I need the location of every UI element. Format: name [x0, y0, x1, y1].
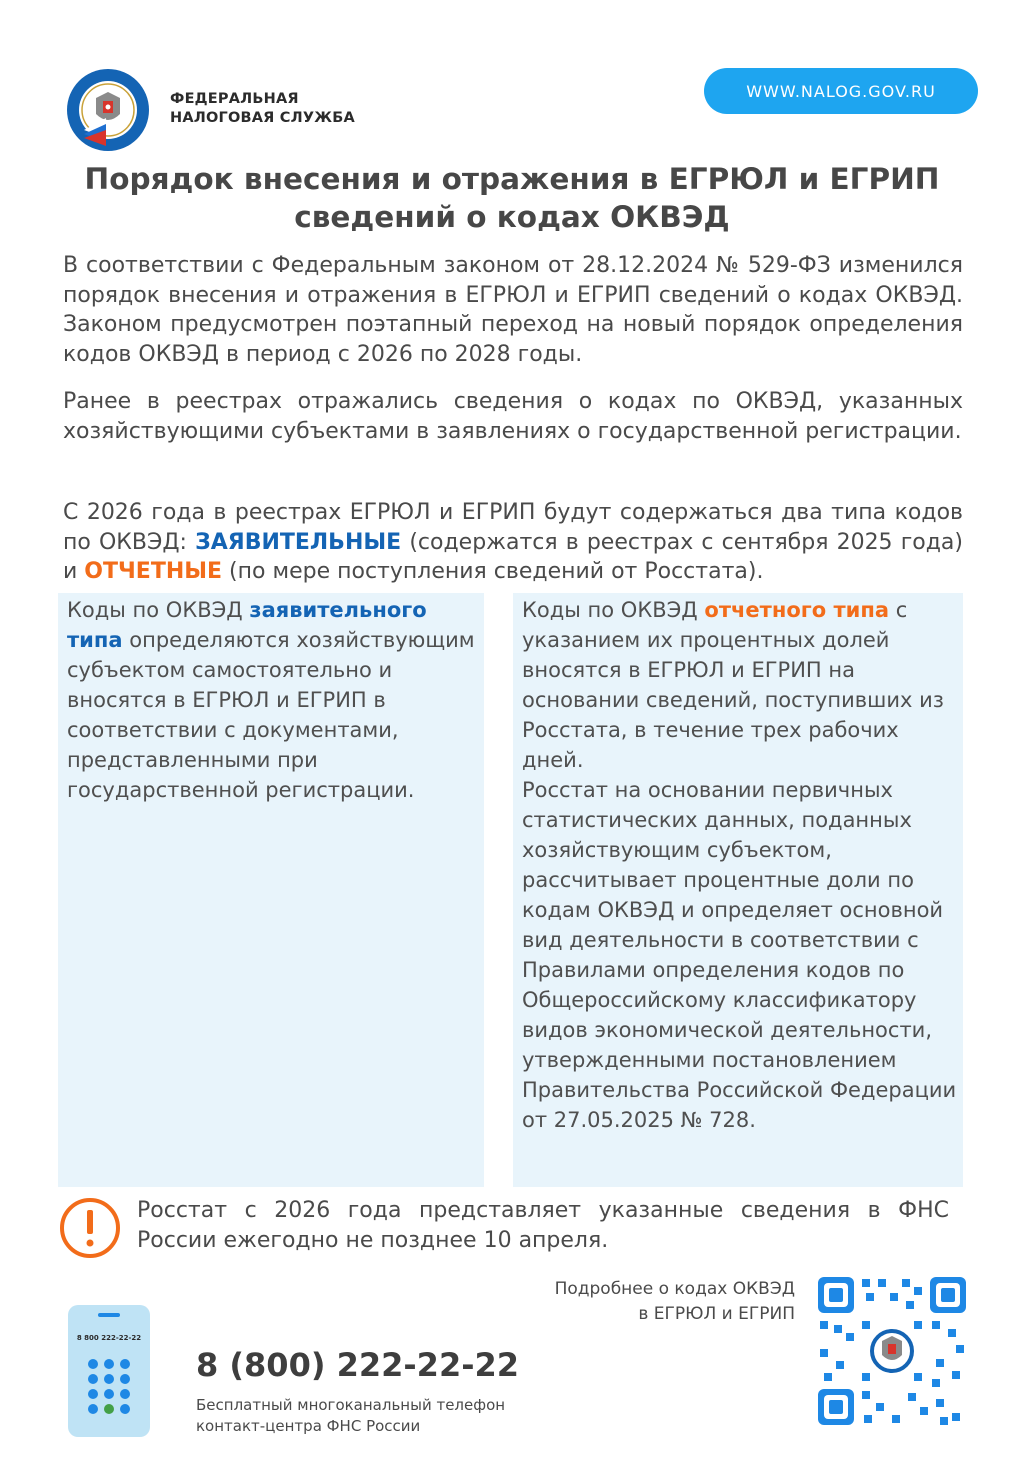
- org-name-line2: НАЛОГОВАЯ СЛУЖБА: [170, 110, 355, 126]
- keyword-reporting: ОТЧЕТНЫЕ: [84, 559, 223, 584]
- warning-icon: [58, 1196, 122, 1260]
- hotline-caption-line2: контакт-центра ФНС России: [196, 1417, 421, 1435]
- declarative-codes-panel: [58, 593, 484, 1187]
- hotline-caption-line1: Бесплатный многоканальный телефон: [196, 1396, 506, 1414]
- reporting-codes-panel: [513, 593, 963, 1187]
- qr-caption: [470, 1277, 795, 1327]
- warning-text: Росстат с 2026 года представляет указанные сведения в ФНС России ежегодно не позднее 10 апреля.: [137, 1198, 949, 1253]
- p3-text-2: (содержатся в реестрах с сентября 2025 года) и: [63, 529, 963, 584]
- fns-emblem-icon: [66, 68, 150, 152]
- right-body-2: Росстат на основании первичных статистических данных, поданных хозяйствующим субъектом, рассчитывает процентные доли по кодам ОКВЭД и определяет основной вид деятельности в соответствии с Правилами определения кодов по Общероссийскому классификатору видов экономической деятельности, утвержденными постановлением Правительства Российской Федерации от 27.05.2025 № 728.: [522, 778, 957, 1132]
- org-name-line1: ФЕДЕРАЛЬНАЯ: [170, 91, 299, 107]
- p3-text-1: С 2026 года в реестрах ЕГРЮЛ и ЕГРИП будут содержаться два типа кодов по ОКВЭД:: [63, 500, 963, 555]
- intro-paragraph-1: В соответствии с Федеральным законом от 28.12.2024 № 529-ФЗ изменился порядок внесения и отражения в ЕГРЮЛ и ЕГРИП сведений о кодах ОКВЭД. Законом предусмотрен поэтапный переход на новый порядок определения кодов ОКВЭД в период с 2026 по 2028 годы.: [63, 253, 963, 367]
- declarative-codes-text: [67, 595, 477, 805]
- qr-caption-line1: Подробнее о кодах ОКВЭД: [554, 1279, 795, 1299]
- keyword-declarative: ЗАЯВИТЕЛЬНЫЕ: [195, 529, 402, 555]
- phone-icon: [68, 1305, 150, 1437]
- page-title: Порядок внесения и отражения в ЕГРЮЛ и ЕГРИП сведений о кодах ОКВЭД: [84, 162, 940, 234]
- qr-caption-line2: в ЕГРЮЛ и ЕГРИП: [638, 1304, 795, 1324]
- left-prefix: Коды по ОКВЭД: [67, 598, 250, 622]
- right-body-1: с указанием их процентных долей вносятся в ЕГРЮЛ и ЕГРИП на основании сведений, поступивших из Росстата, в течение трех рабочих дней.: [522, 598, 944, 772]
- hotline-caption: [196, 1395, 505, 1437]
- left-keyword: заявительного типа: [67, 598, 427, 652]
- right-keyword: отчетного типа: [704, 598, 890, 622]
- hotline-number[interactable]: 8 (800) 222-22-22: [196, 1346, 520, 1384]
- p3-text-3: (по мере поступления сведений от Росстата).: [222, 559, 764, 584]
- phone-screen-number: 8 800 222-22-22: [76, 1334, 142, 1342]
- left-body: определяются хозяйствующим субъектом самостоятельно и вносятся в ЕГРЮЛ и ЕГРИП в соответствии с документами, представленными при государственной регистрации.: [67, 628, 475, 802]
- org-name: [170, 90, 355, 128]
- right-prefix: Коды по ОКВЭД: [522, 598, 705, 622]
- intro-paragraph-3: [63, 498, 963, 587]
- qr-code[interactable]: [816, 1275, 968, 1427]
- intro-paragraph-2: Ранее в реестрах отражались сведения о кодах по ОКВЭД, указанных хозяйствующими субъектами в заявлениях о государственной регистрации.: [63, 389, 963, 444]
- reporting-codes-text: [522, 595, 958, 1135]
- website-link[interactable]: WWW.NALOG.GOV.RU: [704, 68, 978, 114]
